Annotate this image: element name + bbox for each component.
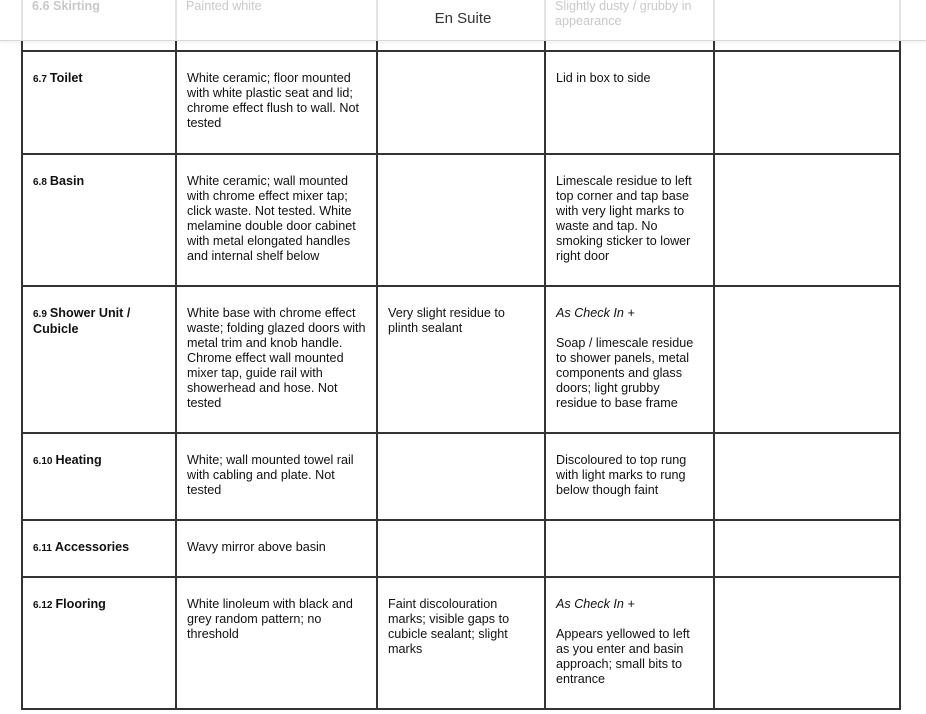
- checkin-cell: [376, 434, 544, 519]
- item-name: Toilet: [49, 71, 83, 85]
- window-title: En Suite: [434, 10, 492, 27]
- item-name: Shower Unit / Cubicle: [33, 306, 131, 336]
- checkout-cell: Limescale residue to left top corner and tap base with very light marks to waste and tap. No smoking sticker to lower right door: [544, 155, 713, 285]
- item-name: Basin: [49, 174, 85, 188]
- table-row: [21, 52, 901, 155]
- description-cell: Wavy mirror above basin: [175, 521, 376, 576]
- item-cell: [21, 521, 175, 576]
- comments-cell: [713, 434, 901, 519]
- checkout-cell: Lid in box to side: [544, 52, 713, 153]
- checkout-text: Appears yellowed to left as you enter and basin approach; small bits to entrance: [556, 627, 690, 686]
- checkin-cell: Very slight residue to plinth sealant: [376, 287, 544, 432]
- checkin-cell: [376, 52, 544, 153]
- table-row: [21, 155, 901, 287]
- table-row: [21, 521, 901, 578]
- description-cell: White ceramic; floor mounted with white plastic seat and lid; chrome effect flush to wall. Not tested: [175, 52, 376, 153]
- item-name: Flooring: [55, 597, 106, 611]
- faded-skirting-description: Painted white: [186, 0, 262, 13]
- checkout-cell: [544, 521, 713, 576]
- table-row: [21, 287, 901, 434]
- comments-cell: [713, 287, 901, 432]
- checkout-prefix: As Check In +: [556, 597, 635, 611]
- item-number: 6.7: [33, 74, 47, 85]
- checkout-prefix: As Check In +: [556, 306, 635, 320]
- faded-skirting-checkout: Slightly dusty / grubby in appearance: [555, 0, 692, 28]
- item-number: 6.10: [33, 456, 53, 467]
- comments-cell: [713, 52, 901, 153]
- faded-skirting-item: 6.6 Skirting: [32, 0, 100, 13]
- item-name: Heating: [55, 453, 102, 467]
- item-cell: [21, 578, 175, 708]
- item-number: 6.8: [33, 177, 47, 188]
- item-cell: [21, 52, 175, 153]
- checkout-cell: [544, 578, 713, 708]
- checkout-text: Soap / limescale residue to shower panels, metal components and glass doors; light grubby residue to base frame: [556, 336, 694, 410]
- inventory-table: [21, 0, 901, 710]
- checkin-cell: [376, 155, 544, 285]
- checkout-cell: [544, 287, 713, 432]
- description-cell: White base with chrome effect waste; folding glazed doors with metal trim and knob handle. Chrome effect wall mounted mixer tap, guide rail with showerhead and hose. Not tested: [175, 287, 376, 432]
- item-cell: [21, 287, 175, 432]
- item-number: 6.9: [33, 309, 47, 320]
- comments-cell: [713, 521, 901, 576]
- checkout-cell: Discoloured to top rung with light marks to rung below though faint: [544, 434, 713, 519]
- comments-cell: [713, 578, 901, 708]
- comments-cell: [713, 155, 901, 285]
- item-cell: [21, 155, 175, 285]
- checkin-cell: [376, 521, 544, 576]
- item-cell: [21, 434, 175, 519]
- description-cell: White; wall mounted towel rail with cabling and plate. Not tested: [175, 434, 376, 519]
- description-cell: White linoleum with black and grey random pattern; no threshold: [175, 578, 376, 708]
- item-name: Accessories: [54, 540, 130, 554]
- table-row: [21, 434, 901, 521]
- table-row: [21, 578, 901, 710]
- item-number: 6.11: [33, 543, 52, 554]
- item-number: 6.12: [33, 600, 53, 611]
- window-title-bar: [0, 0, 926, 41]
- checkin-cell: Faint discolouration marks; visible gaps to cubicle sealant; slight marks: [376, 578, 544, 708]
- description-cell: White ceramic; wall mounted with chrome effect mixer tap; click waste. Not tested. White melamine double door cabinet with metal elongated handles and internal shelf below: [175, 155, 376, 285]
